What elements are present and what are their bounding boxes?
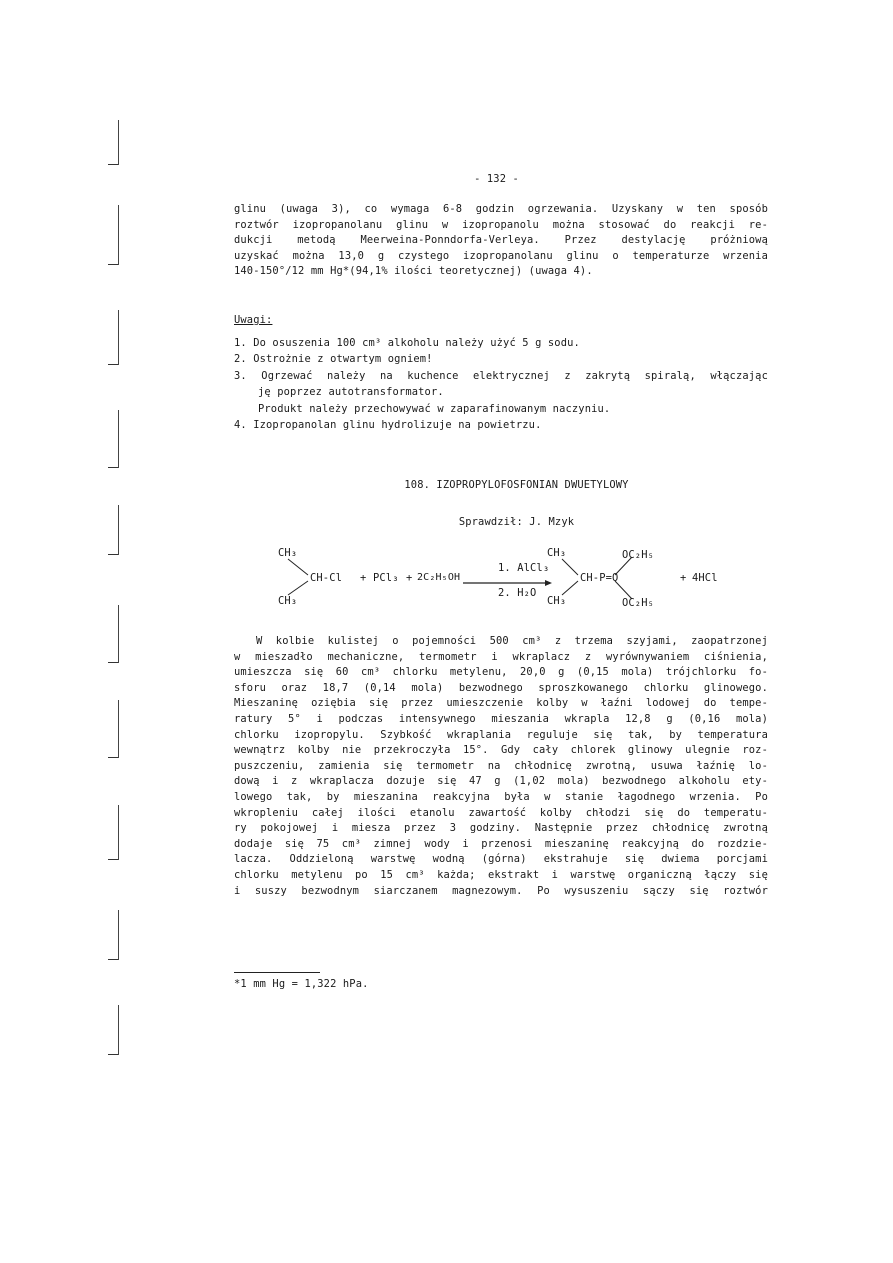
text-line: puszczeniu, zamienia się termometr na chłodnicę zwrotną, usuwa łaźnię lo-: [234, 759, 768, 772]
reactant1-top: CH₃: [278, 547, 298, 559]
condition-2: 2. H₂O: [498, 587, 537, 599]
text-line: w mieszadło mechaniczne, termometr i wkraplacz z wyrównywaniem ciśnienia,: [234, 650, 768, 663]
text-line: umieszcza się 60 cm³ chlorku metylenu, 20,0 g (0,15 mola) trójchlorku fo-: [234, 666, 768, 679]
reactant1-mid: CH-Cl: [310, 572, 343, 584]
text-line: ratury 5° i podczas intensywnego mieszania wkrapla 12,8 g (0,16 mola): [234, 712, 768, 725]
text-line: glinu (uwaga 3), co wymaga 6-8 godzin ogrzewania. Uzyskany w ten sposób: [234, 203, 768, 215]
checked-by: Sprawdził: J. Mzyk: [458, 516, 575, 528]
footnote-rule: [234, 972, 320, 973]
text-line: 140-150°/12 mm Hg*(94,1% ilości teoretycznej) (uwaga 4).: [234, 265, 593, 278]
product-ethoxy-top: OC₂H₅: [622, 549, 655, 561]
product-mid: CH-P=O: [580, 572, 619, 584]
text-line: W kolbie kulistej o pojemności 500 cm³ z trzema szyjami, zaopatrzonej: [256, 635, 768, 647]
text-line: dową i z wkraplacza dozuje się 47 g (1,02 mola) bezwodnego alkoholu ety-: [234, 775, 768, 788]
text-line: ry pokojowej i miesza przez 3 godziny. Następnie przez chłodnicę zwrotną: [234, 822, 768, 835]
condition-1: 1. AlCl₃: [498, 562, 550, 574]
text-line: Mieszaninę oziębia się przez umieszczenie kolby w łaźni lodowej do tempe-: [234, 697, 768, 710]
page-number: - 132 -: [474, 173, 519, 185]
intro-paragraph: [234, 202, 768, 280]
product-ethoxy-bot: OC₂H₅: [622, 597, 655, 609]
text-line: dukcji metodą Meerweina-Ponndorfa-Verleya. Przez destylację próżniową: [234, 234, 768, 247]
byproduct: 4HCl: [692, 572, 718, 584]
text-line: wkropleniu całej ilości etanolu zawartość kolby chłodzi się do temperatu-: [234, 806, 768, 819]
reactant2: PCl₃: [373, 572, 399, 584]
binding-edge: [108, 100, 120, 1110]
note-item-continued: Produkt należy przechowywać w zaparafinowanym naczyniu.: [258, 402, 611, 415]
note-item: 2. Ostrożnie z otwartym ogniem!: [234, 353, 433, 365]
reactant1-bot: CH₃: [278, 595, 298, 607]
text-line: roztwór izopropanolanu glinu w izopropanolu można stosować do reakcji re-: [234, 218, 768, 231]
text-line: chlorku metylenu po 15 cm³ każda; ekstrakt i warstwę organiczną łączy się: [234, 868, 768, 881]
note-item-continued: ję poprzez autotransformator.: [258, 386, 444, 398]
text-line: i suszy bezwodnym siarczanem magnezowym. Po wysuszeniu sączy się roztwór: [234, 884, 768, 897]
plus-sign: +: [680, 572, 687, 584]
product-bot: CH₃: [547, 595, 567, 607]
text-line: wewnątrz kolby nie przekroczyła 15°. Gdy cały chlorek glinowy ulegnie roz-: [234, 744, 768, 757]
text-line: lowego tak, by mieszanina reakcyjna była w stanie łagodnego wrzenia. Po: [234, 790, 768, 803]
plus-sign: +: [406, 572, 413, 584]
reaction-scheme: [270, 545, 730, 625]
text-line: dodaje się 75 cm³ zimnej wody i przenosi mieszaninę reakcyjną do rozdzie-: [234, 837, 768, 850]
note-item: 3. Ogrzewać należy na kuchence elektrycznej z zakrytą spiralą, włączając: [234, 369, 768, 382]
note-item: 1. Do osuszenia 100 cm³ alkoholu należy użyć 5 g sodu.: [234, 336, 580, 349]
reactant3: 2C₂H₅OH: [417, 572, 461, 583]
procedure-paragraph: [234, 634, 768, 899]
footnote: *1 mm Hg = 1,322 hPa.: [234, 978, 369, 990]
text-line: lacza. Oddzieloną warstwę wodną (górna) ekstrahuje się dwiema porcjami: [234, 853, 768, 866]
note-item: 4. Izopropanolan glinu hydrolizuje na powietrzu.: [234, 419, 542, 431]
section-title: 108. IZOPROPYLOFOSFONIAN DWUETYLOWY: [404, 479, 629, 491]
product-top: CH₃: [547, 547, 567, 559]
notes-title: Uwagi:: [234, 314, 273, 326]
notes-section: [234, 312, 768, 434]
reaction-bonds: [270, 545, 730, 625]
text-line: chlorku izopropylu. Szybkość wkraplania reguluje się tak, by temperatura: [234, 728, 768, 741]
text-line: sforu oraz 18,7 (0,14 mola) bezwodnego sproszkowanego chlorku glinowego.: [234, 681, 768, 694]
text-line: uzyskać można 13,0 g czystego izopropanolanu glinu o temperaturze wrzenia: [234, 249, 768, 262]
plus-sign: +: [360, 572, 367, 584]
